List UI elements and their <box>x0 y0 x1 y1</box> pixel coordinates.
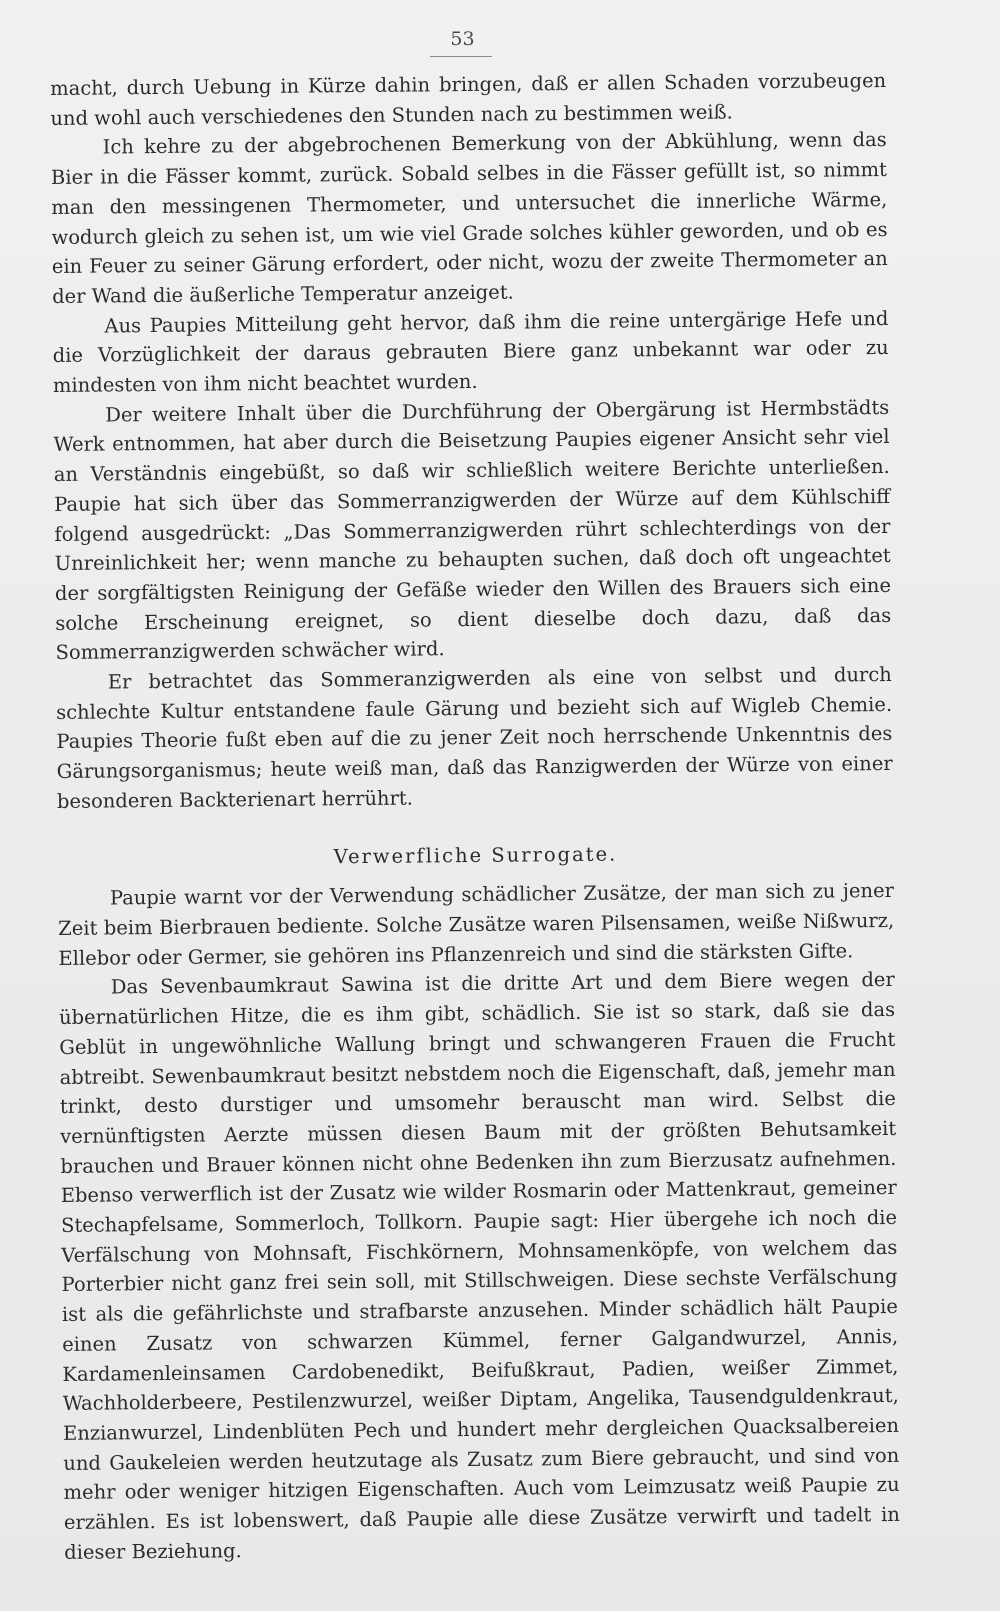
section-heading: Verwerfliche Surrogate. <box>333 842 618 868</box>
paragraph: macht, durch Uebung in Kürze dahin bringen, daß er allen Schaden vorzubeugen und wohl auch verschiedenes den Stunden nach zu bestimmen weiß. <box>50 68 887 130</box>
paragraph: Ich kehre zu der abgebrochenen Bemerkung von der Abkühlung, wenn das Bier in die Fässer kommt, zurück. Sobald selbes in die Fässer gefüllt ist, so nimmt man den messingenen Thermometer, und untersuchet die innerliche Wärme, wodurch gleich zu sehen ist, um wie viel Grade solches kühler geworden, und ob es ein Feuer zu seiner Gärung erfordert, oder nicht, wozu der zweite Thermometer an der Wand die äußerliche Temperatur anzeiget. <box>50 128 888 308</box>
paragraph: Aus Paupies Mitteilung geht hervor, daß ihm die reine untergärige Hefe und die Vorzüglichkeit der daraus gebrauten Biere ganz unbekannt war oder zu mindesten von ihm nicht beachtet wurden. <box>52 306 889 398</box>
paragraph: Der weitere Inhalt über die Durchführung der Obergärung ist Hermbstädts Werk entnommen, hat aber durch die Beisetzung Paupies eigener Ansicht sehr viel an Verständnis eingebüßt, so daß wir schließlich weitere Berichte unterließen. Paupie hat sich über das Sommerranzigwerden der Würze auf dem Kühlschiff folgend ausgedrückt: „Das Sommerranzigwerden rührt schlechterdings von der Unreinlichkeit her; wenn manche zu behaupten suchen, daß doch oft ungeachtet der sorgfältigsten Reinigung der Gefäße wieder den Willen des Brauers sich eine solche Erscheinung ereignet, so dient dieselbe doch dazu, daß das Sommerranzigwerden schwächer wird. <box>53 395 892 665</box>
paragraph: Das Sevenbaumkraut Sawina ist die dritte Art und dem Biere wegen der übernatürlichen Hitze, die es ihm gibt, schädlich. Sie ist so stark, daß sie das Geblüt in ungewöhnliche Wallung bringt und schwangeren Frauen die Frucht abtreibt. Sewenbaumkraut besitzt nebstdem noch die Eigenschaft, daß, jemehr man trinkt, desto durstiger und umsomehr berauscht man wird. Selbst die vernünftigsten Aerzte müssen diesen Baum mit der größten Behutsamkeit brauchen und Brauer können nicht ohne Bedenken ihn zum Bierzusatz aufnehmen. Ebenso verwerflich ist der Zusatz wie wilder Rosmarin oder Mattenkraut, gemeiner Stechapfelsame, Sommerloch, Tollkorn. Paupie sagt: Hier übergehe ich noch die Verfälschung von Mohnsaft, Fischkörnern, Mohnsamenköpfe, von welchem das Porterbier nicht ganz frei sein soll, mit Stillschweigen. Diese sechste Verfälschung ist als die gefährlichste und strafbarste anzusehen. Minder schädlich hält Paupie einen Zusatz von schwarzen Kümmel, ferner Galgandwurzel, Annis, Kardamenleinsamen Cardobenedikt, Beifußkraut, Padien, weißer Zimmet, Wachholderbeere, Pestilenzwurzel, weißer Diptam, Angelika, Tausendguldenkraut, Enzianwurzel, Lindenblüten Pech und hundert mehr dergleichen Quacksalbereien und Gaukeleien werden heutzutage als Zusatz zum Biere gebraucht, und sind von mehr oder weniger hitzigen Eigenschaften. Auch vom Leimzusatz weiß Paupie zu erzählen. Es ist lobenswert, daß Paupie alle diese Zusätze verwirft und tadelt in dieser Beziehung. <box>58 968 900 1564</box>
paragraph: Paupie warnt vor der Verwendung schädlicher Zusätze, der man sich zu jener Zeit beim Bierbrauen bediente. Solche Zusätze waren Pilsensamen, weiße Nißwurz, Ellebor oder Germer, sie gehören ins Pflanzenreich und sind die stärksten Gifte. <box>58 879 895 970</box>
page-number: 53 <box>450 28 475 50</box>
page-number-rule <box>430 56 492 57</box>
body-text <box>50 66 900 1567</box>
paragraph: Er betrachtet das Sommeranzigwerden als eine von selbst und durch schlechte Kultur entstandene faule Gärung und bezieht sich auf Wigleb Chemie. Paupies Theorie fußt eben auf die zu jener Zeit noch herrschende Unkenntnis des Gärungsorganismus; heute weiß man, daß das Ranzigwerden der Würze von einer besonderen Backterienart herrührt. <box>56 663 893 813</box>
